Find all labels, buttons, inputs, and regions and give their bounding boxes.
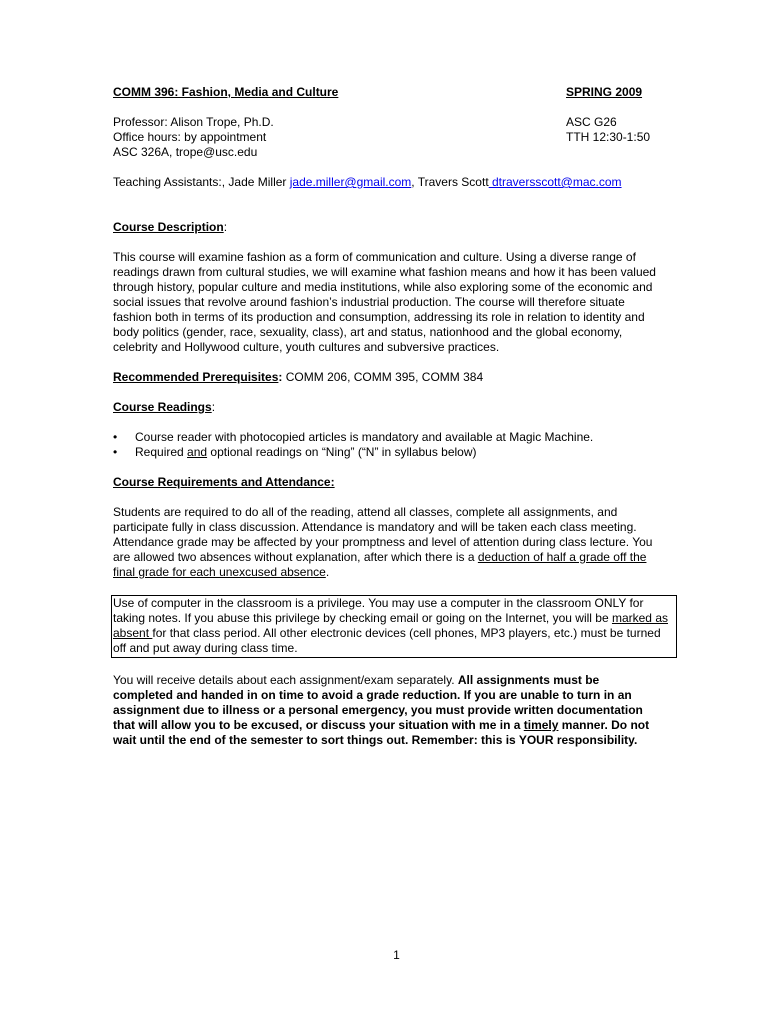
- ta-prefix: Teaching Assistants:, Jade Miller: [113, 175, 290, 189]
- description-heading: Course Description:: [113, 220, 228, 234]
- office-contact: ASC 326A, trope@usc.edu: [113, 145, 258, 159]
- prerequisites: Recommended Prerequisites: COMM 206, COMM 395, COMM 384: [113, 370, 484, 384]
- teaching-assistants: [113, 175, 658, 190]
- prereq-courses: COMM 206, COMM 395, COMM 384: [282, 370, 484, 384]
- syllabus-page: [113, 85, 668, 748]
- list-item: • Course reader with photocopied articles is mandatory and available at Magic Machine.: [113, 430, 658, 445]
- office-hours: Office hours: by appointment: [113, 130, 267, 144]
- ta2-email-link[interactable]: dtraversscott@mac.com: [488, 175, 622, 189]
- prereq-heading: Recommended Prerequisites: [113, 370, 279, 384]
- course-header-row: [113, 85, 658, 100]
- description-heading-text: Course Description: [113, 220, 224, 234]
- description-body: This course will examine fashion as a form of communication and culture. Using a diverse range of readings drawn from cultural studies, we will examine what fashion means and how it has been valued through history, popular culture and media institutions, while also exploring some of the economic and social issues that revolve around fashion’s industrial production. The course will therefore situate fashion both in terms of its production and consumption, addressing its role in relation to identity and body politics (gender, race, sexuality, class), art and status, nationhood and the global economy, celebrity and Hollywood culture, youth cultures and subversive practices.: [113, 250, 656, 354]
- assignments-policy: You will receive details about each assignment/exam separately. All assignments must be completed and handed in on time to avoid a grade reduction. If you are unable to turn in an assignment due to illness or a personal emergency, you must provide written documentation that will allow you to be excused, or discuss your situation with me in a timely manner. Do not wait until the end of the semester to sort things out. Remember: this is YOUR responsibility.: [113, 673, 650, 747]
- ta1-email-link[interactable]: jade.miller@gmail.com: [289, 175, 412, 189]
- professor-name: Professor: Alison Trope, Ph.D.: [113, 115, 274, 129]
- office-hours-row: [113, 130, 658, 145]
- term-label: SPRING 2009: [566, 85, 643, 99]
- readings-heading-text: Course Readings: [113, 400, 212, 414]
- professor-row: [113, 115, 658, 130]
- classroom: ASC G26: [566, 115, 617, 129]
- list-item: • Required and optional readings on “Ning” (“N” in syllabus below): [113, 445, 658, 460]
- course-title: COMM 396: Fashion, Media and Culture: [113, 85, 339, 99]
- readings-heading: Course Readings:: [113, 400, 216, 414]
- requirements-heading: Course Requirements and Attendance:: [113, 475, 335, 489]
- readings-list: [113, 430, 658, 460]
- class-time: TTH 12:30-1:50: [566, 130, 651, 144]
- requirements-body: Students are required to do all of the reading, attend all classes, complete all assignments, and participate fully in class discussion. Attendance is mandatory and will be taken each class meeting. Attendance grade may be affected by your promptness and level of attention during class lecture. You are allowed two absences without explanation, after which there is a deduction of half a grade off the final grade for each unexcused absence.: [113, 505, 653, 579]
- page-number: 1: [393, 948, 400, 962]
- computer-policy-box: Use of computer in the classroom is a privilege. You may use a computer in the classroom ONLY for taking notes. If you abuse this privilege by checking email or going on the Internet, you will be marked as absent for that class period. All other electronic devices (cell phones, MP3 players, etc.) must be turned off and put away during class time.: [111, 595, 677, 658]
- ta-mid: , Travers Scott: [411, 175, 489, 189]
